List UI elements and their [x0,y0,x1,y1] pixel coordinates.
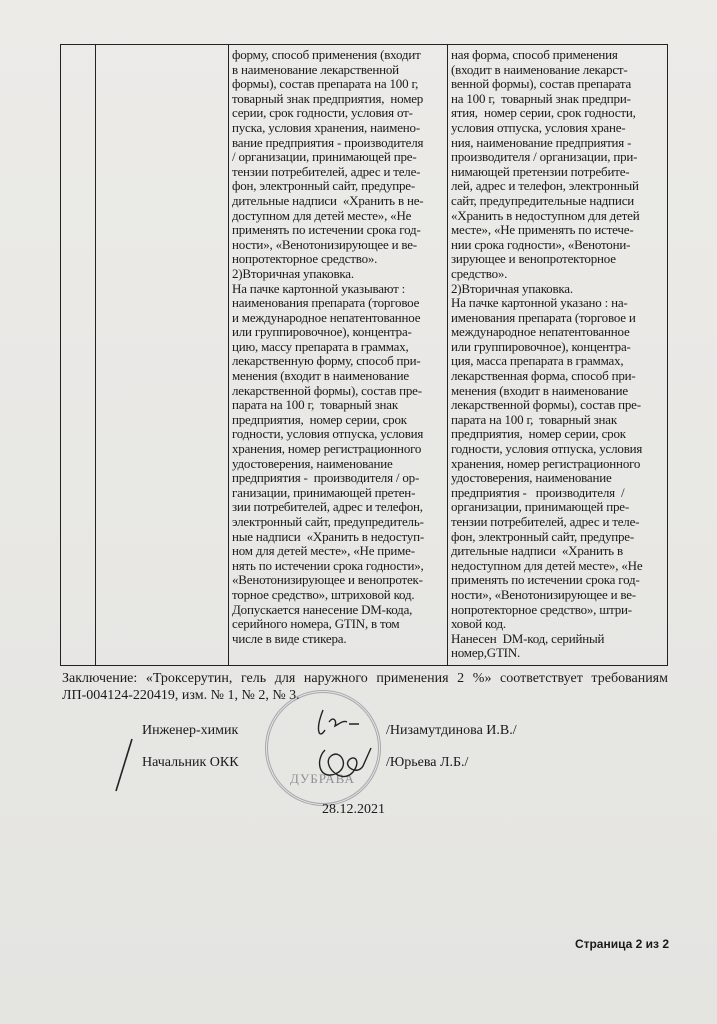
handwritten-signature [305,700,385,800]
requirements-table [60,44,668,666]
column-divider [447,45,448,665]
signature-role-head: Начальник ОКК [142,755,239,770]
page-number: Страница 2 из 2 [574,937,669,951]
signature-date: 28.12.2021 [322,802,385,817]
signature-role-engineer: Инженер-химик [142,723,239,738]
result-cell: ная форма, способ применения (входит в наименование лекарст- венной формы), состав препарата на 100 г, товарный знак предпри- ятия, номер серии, срок годности, условия отпуска, условия хране- ния, наименование предприятия - производителя / организации, при- нимающей претензии потребите- лей, адрес и телефон, электронный сайт, предупредительные надписи «Хранить в недоступном для детей месте», «Не применять по истече- нии срока годности», «Венотони- зирующее и венопротекторное средство». 2)Вторичная упаковка. На пачке картонной указано : на- именования препарата (торговое и международное непатентованное или группировочное), концентра- ция, масса препарата в граммах, лекарственная форма, способ при- менения (входит в наименование лекарственной формы), состав пре- парата на 100 г, товарный знак предприятия, номер серии, срок годности, условия отпуска, условия хранения, номер регистрационного удостоверения, наименование предприятия - производителя / организации, принимающей пре- тензии потребителей, адрес и теле- фон, электронный сайт, предупре- дительные надписи «Хранить в недоступном для детей месте», «Не применять по истечении срока год- ности», «Венотонизирующее и ве- нопротекторное средство», штри- ховой код. Нанесен DM-код, серийный номер,GTIN. [451,48,643,661]
requirement-cell: форму, способ применения (входит в наименование лекарственной формы), состав препарата на 100 г, товарный знак предприятия, номер серии, срок годности, условия от- пуска, условия хранения, наимено- вание предприятия - производителя / организации, принимающей пре- тензии потребителей, адрес и теле- фон, электронный сайт, предупре- дительные надписи «Хранить в не- доступном для детей месте», «Не применять по истечении срока год- ности», «Венотонизирующее и ве- нопротекторное средство». 2)Вторичная упаковка. На пачке картонной указывают : наименования препарата (торговое и международное непатентованное или группировочное), концентра- цию, массу препарата в граммах, лекарственную форму, способ при- менения (входит в наименование лекарственной формы), состав пре- парата на 100 г, товарный знак предприятия, номер серии, срок годности, условия отпуска, условия хранения, номер регистрационного удостоверения, наименование предприятия - производителя / ор- ганизации, принимающей претен- зии потребителей, адрес и телефон, электронный сайт, предупредитель- ные надписи «Хранить в недоступ- ном для детей месте», «Не приме- нять по истечении срока годности», «Венотонизирующее и венопротек- торное средство», штриховой код. Допускается нанесение DM-кода, серийного номера, GTIN, в том числе в виде стикера. [232,48,424,646]
column-divider [228,45,229,665]
column-divider [95,45,96,665]
signature-name-engineer: /Низамутдинова И.В./ [386,723,517,738]
conclusion: Заключение: «Троксерутин, гель для наружного применения 2 %» соответствует требованиям ЛП-004124-220419, изм. № 1, № 2, № 3. [62,671,668,703]
signature-name-head: /Юрьева Л.Б./ [386,755,469,770]
stamp-text: ДУБРАВА [290,771,355,786]
signature-mark [110,735,140,795]
